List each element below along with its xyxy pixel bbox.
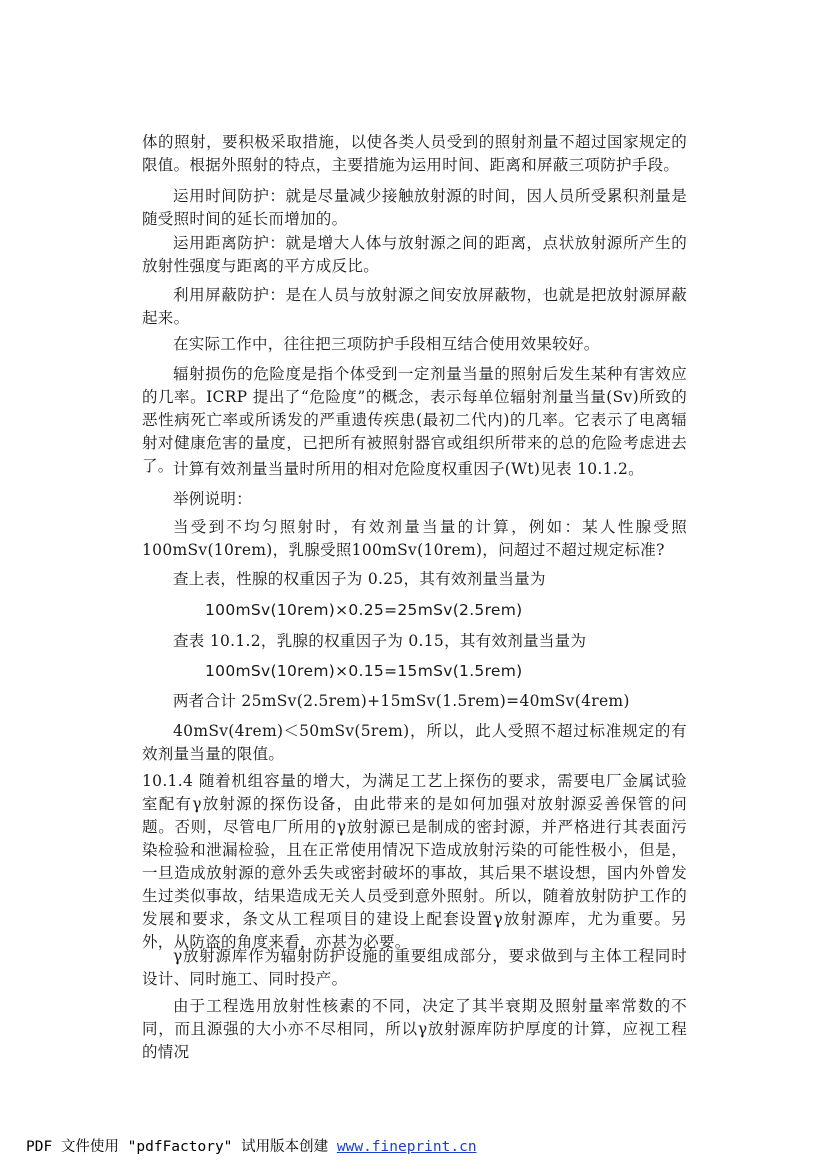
footer-link[interactable]: www.fineprint.cn bbox=[336, 1139, 477, 1155]
paragraph-12: 两者合计 25mSv(2.5rem)+15mSv(1.5rem)=40mSv(4rem) bbox=[173, 692, 630, 710]
paragraph-9: 当受到不均匀照射时，有效剂量当量的计算，例如：某人性腺受照100mSv(10rem)，乳腺受照100mSv(10rem)，问超过不超过规定标准? bbox=[142, 518, 687, 559]
pdf-footer bbox=[26, 1137, 477, 1157]
paragraph-4: 利用屏蔽防护：是在人员与放射源之间安放屏蔽物，也就是把放射源屏蔽起来。 bbox=[142, 286, 687, 327]
section-10-1-4: 10.1.4 随着机组容量的增大，为满足工艺上探伤的要求，需要电厂金属试验室配有γ放射源的探伤设备，由此带来的是如何加强对放射源妥善保管的问题。否则，尽管电厂所用的γ放射源已是制成的密封源，并严格进行其表面污染检验和泄漏检验，且在正常使用情况下造成放射污染的可能性极小，但是，一旦造成放射源的意外丢失或密封破坏的事故，其后果不堪设想，国内外曾发生过类似事故，结果造成无关人员受到意外照射。所以，随着放射防护工作的发展和要求，条文从工程项目的建设上配套设置γ放射源库，尤为重要。另外，从防盗的角度来看，亦甚为必要。 bbox=[142, 772, 687, 951]
paragraph-15: 由于工程选用放射性核素的不同，决定了其半衰期及照射量率常数的不同，而且源强的大小亦不尽相同，所以γ放射源库防护厚度的计算，应视工程的情况 bbox=[142, 997, 687, 1061]
footer-text: PDF 文件使用 "pdfFactory" 试用版本创建 bbox=[26, 1139, 337, 1155]
paragraph-1: 体的照射，要积极采取措施，以使各类人员受到的照射剂量不超过国家规定的限值。根据外照射的特点，主要措施为运用时间、距离和屏蔽三项防护手段。 bbox=[142, 133, 687, 174]
paragraph-11: 查表 10.1.2，乳腺的权重因子为 0.15，其有效剂量当量为 bbox=[173, 632, 587, 650]
formula-2: 100mSv(10rem)×0.15=15mSv(1.5rem) bbox=[205, 662, 523, 680]
paragraph-6: 辐射损伤的危险度是指个体受到一定剂量当量的照射后发生某种有害效应的几率。ICRP 提出了“危险度”的概念，表示每单位辐射剂量当量(Sv)所致的恶性病死亡率或所诱发的严重遗传疾患(最初二代内)的几率。它表示了电离辐射对健康危害的量度，已把所有被照射器官或组织所带来的总的危险考虑进去了。 bbox=[142, 365, 687, 475]
paragraph-3: 运用距离防护：就是增大人体与放射源之间的距离，点状放射源所产生的放射性强度与距离的平方成反比。 bbox=[142, 234, 687, 275]
paragraph-8: 举例说明： bbox=[173, 490, 253, 508]
paragraph-7: 计算有效剂量当量时所用的相对危险度权重因子(Wt)见表 10.1.2。 bbox=[173, 460, 644, 478]
formula-1: 100mSv(10rem)×0.25=25mSv(2.5rem) bbox=[205, 601, 523, 619]
paragraph-13: 40mSv(4rem)＜50mSv(5rem)，所以，此人受照不超过标准规定的有效剂量当量的限值。 bbox=[142, 722, 687, 763]
paragraph-2: 运用时间防护：就是尽量减少接触放射源的时间，因人员所受累积剂量是随受照时间的延长而增加的。 bbox=[142, 187, 687, 228]
paragraph-14: γ放射源库作为辐射防护设施的重要组成部分，要求做到与主体工程同时设计、同时施工、同时投产。 bbox=[142, 947, 687, 988]
paragraph-10: 查上表，性腺的权重因子为 0.25，其有效剂量当量为 bbox=[173, 570, 546, 588]
paragraph-5: 在实际工作中，往往把三项防护手段相互结合使用效果较好。 bbox=[173, 335, 600, 353]
